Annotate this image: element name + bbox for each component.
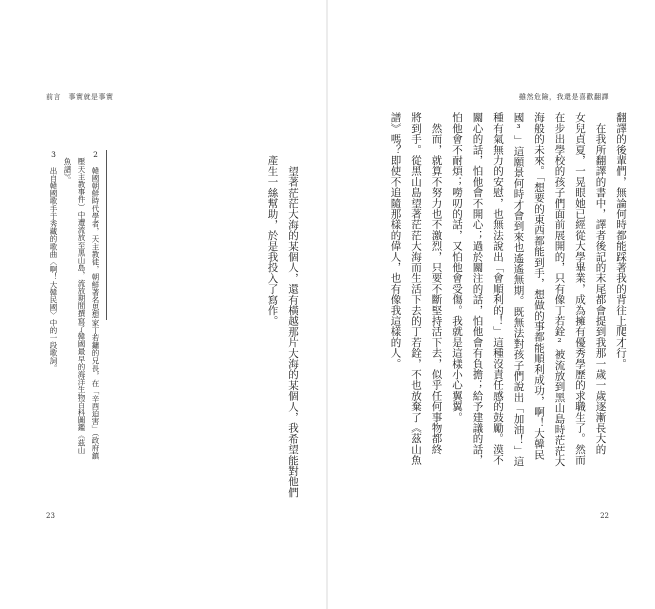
left-page [0, 0, 327, 609]
left-running-header: 前言 事實就是事實 [46, 93, 114, 101]
footnote-rule [106, 150, 107, 320]
right-running-header: 雖然危險，我還是喜歡翻譯 [519, 93, 609, 101]
right-page [328, 0, 655, 609]
right-page-number: 22 [600, 512, 609, 520]
footnotes: 2 韓國朝鮮時代學者，天主教徒，朝鮮著名思想家丁若鏞的兄長，在「辛酉迫害」（政府鎮 壓天主教事件）中遭流放至黑山島，流放期間撰寫了韓國最早的海洋生物百科圖鑑《茲山 魚譜》。 3 出自韓國歌手于秀藏的歌曲〈啊！大韓民國〉中的一段歌詞。 [49, 150, 100, 460]
left-page-number: 23 [46, 512, 55, 520]
right-body-text: 翻譯的後輩們，無論何時都能踩著我的背往上爬才行。 在我所翻譯的書中，譯者後記的末尾都會提到我那一歲一歲逐漸長大的 女兒貞夏，一晃眼她已經從大學畢業，成為擁有優秀學歷的求職生了。然而 在步出學校的孩子們面前展開的，只有像丁若銓²被流放到黑山島時茫茫大 海般的未來。「想要的東西都能到手，想做的事都能順利成功，啊！大韓民 國³」這願景何時才會到來也遙遙無期。既無法對孩子們說出「加油！」這 種有氣無力的安慰，也無法說出「會順利的！」這種沒責任感的鼓勵。漠不 關心的話，怕他會不開心；過於關注的話，怕他會有負擔；給予建議的話， 怕他會不耐煩；嘮叨的話，又怕他會受傷。我就是這樣小心翼翼。 然而，就算不努力也不激烈，只要不斷堅持活下去，似乎任何事物都終 將到手。從黑山島望著茫茫大海而生活下去的丁若銓，不也放棄了《茲山魚 譜》嗎？即使不追隨那樣的偉人，也有像我這樣的人。 [389, 112, 627, 467]
left-body-text: 望著茫茫大海的某個人，還有橫越那片大海的某個人，我希望能對他們 產生一絲幫助，於是我投入了寫作。 [266, 155, 299, 498]
